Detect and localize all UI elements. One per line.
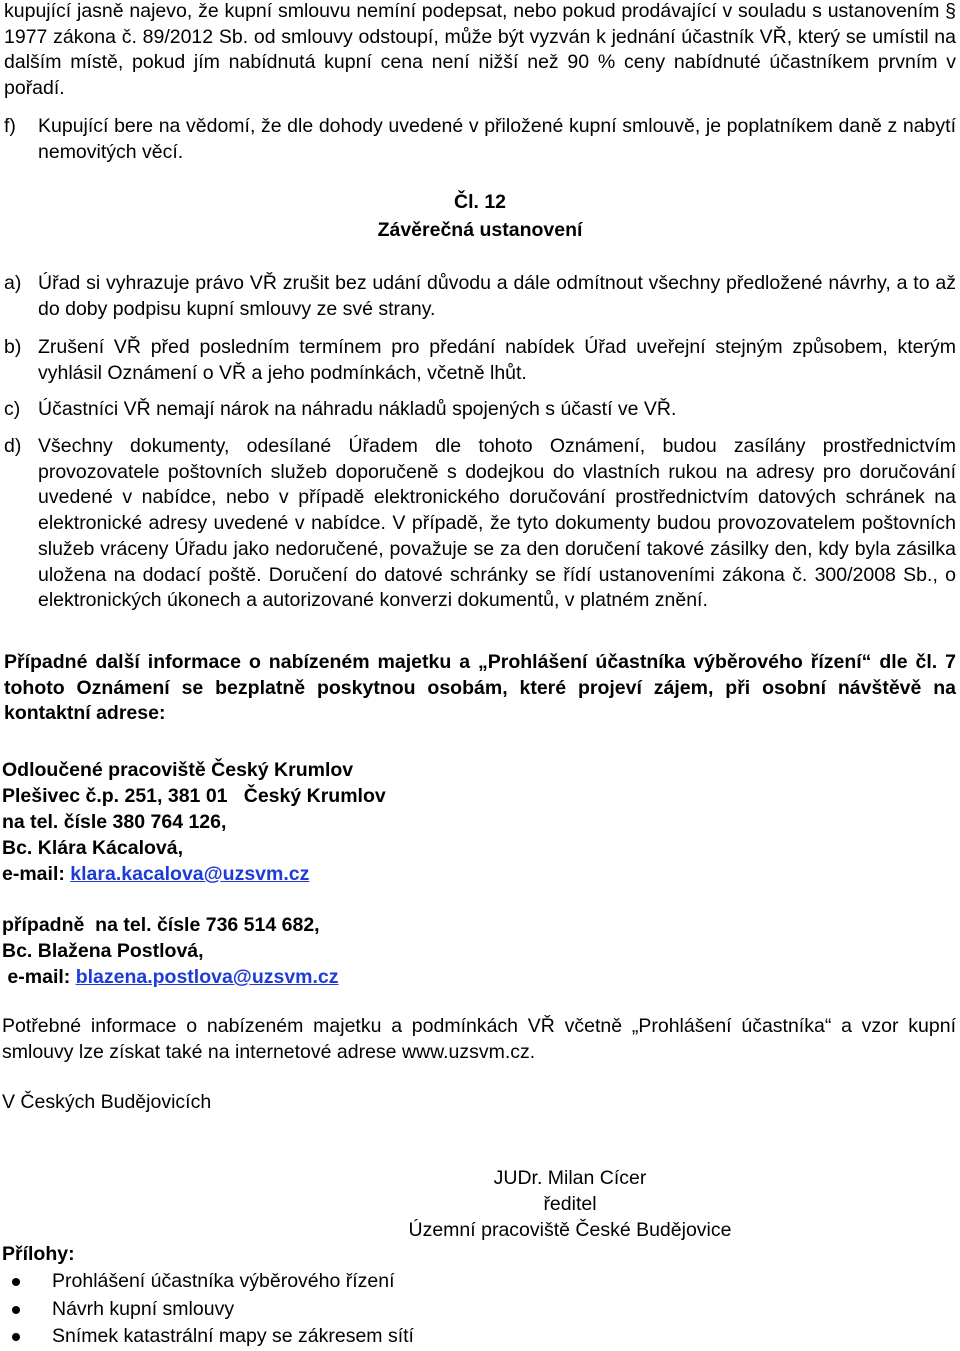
bullet-icon (12, 1333, 20, 1341)
list-item (0, 1268, 414, 1296)
bullet-icon (12, 1306, 20, 1314)
signature-position: ředitel (543, 1193, 597, 1215)
item-label: c) (4, 398, 21, 420)
attachment-text: Návrh kupní smlouvy (52, 1297, 235, 1320)
signature-office: Územní pracoviště České Budějovice (408, 1219, 732, 1241)
info-paragraph-bold (4, 650, 956, 727)
paragraph-text: kupující jasně najevo, že kupní smlouvu nemíní podepsat, nebo pokud prodávající v souladu s ustanovením § 1977 zákona č. 89/2012 Sb. od smlouvy odstoupí, může být vyzván k jednání účastník VŘ, který se umístil na dalším místě, pokud jím nabídnutá kupní cena není nižší než 90 % ceny nabídnuté účastníkem prvním v pořadí. (4, 0, 956, 100)
item-label: d) (4, 435, 22, 457)
list-item-f (0, 114, 956, 165)
bullet-icon (12, 1278, 20, 1286)
contact-email-line-alt (2, 965, 339, 991)
signature-name: JUDr. Milan Cícer (493, 1167, 647, 1189)
attachments-list (0, 1268, 414, 1351)
list-item-c (0, 397, 956, 423)
email-link[interactable]: blazena.postlova@uzsvm.cz (75, 966, 339, 988)
contact-email-line (2, 862, 309, 888)
item-label: b) (4, 336, 22, 358)
paragraph-continuation (4, 0, 956, 102)
list-item-d (0, 434, 956, 614)
contact-address: Plešivec č.p. 251, 381 01 Český Krumlov (2, 785, 386, 807)
email-label: e-mail: (2, 966, 76, 988)
info-paragraph (2, 1014, 956, 1065)
email-label: e-mail: (2, 863, 71, 885)
item-text: Všechny dokumenty, odesílané Úřadem dle tohoto Oznámení, budou zasílány prostřednictvím provozovatele poštovních služeb doporučeně s dodejkou do vlastních rukou na adresy pro doručování uvedené v nabídce, nebo v případě elektronického doručování prostřednictvím datových schránek na elektronické adresy uvedené v nabídce. V případě, že tyto dokumenty budou provozovatelem poštovních služeb vráceny Úřadu jako nedoručené, považuje se za den doručení takové zásilky den, kdy byla zásilka uložena na dodací poště. Doručení do datové schránky se řídí ustanoveními zákona č. 300/2008 Sb., o elektronických úkonech a autorizované konverzi dokumentů, v platném znění. (38, 435, 956, 612)
email-link[interactable]: klara.kacalova@uzsvm.cz (70, 863, 310, 885)
item-text: Kupující bere na vědomí, že dle dohody uvedené v přiložené kupní smlouvě, je poplatníkem daně z nabytí nemovitých věcí. (38, 115, 956, 163)
list-item-a (0, 271, 956, 322)
contact-office: Odloučené pracoviště Český Krumlov (2, 759, 354, 781)
place-line: V Českých Budějovicích (2, 1091, 212, 1113)
contact-person: Bc. Klára Kácalová, (2, 837, 184, 859)
contact-phone: na tel. čísle 380 764 126, (2, 811, 227, 833)
item-label: f) (4, 115, 16, 137)
list-item (0, 1296, 414, 1324)
contact-person-alt: Bc. Blažena Postlová, (2, 940, 204, 962)
attachment-text: Snímek katastrální mapy se zákresem sítí (52, 1325, 414, 1347)
article-title: Závěrečná ustanovení (377, 219, 583, 241)
attachment-text: Prohlášení účastníka výběrového řízení (52, 1270, 395, 1292)
article-number: Čl. 12 (453, 191, 507, 213)
item-text: Úřad si vyhrazuje právo VŘ zrušit bez udání důvodu a dále odmítnout všechny předložené návrhy, a to až do doby podpisu kupní smlouvy ze své strany. (38, 272, 956, 320)
item-text: Zrušení VŘ před posledním termínem pro předání nabídek Úřad uveřejní stejným způsobem, kterým vyhlásil Oznámení o VŘ a jeho podmínkách, včetně lhůt. (38, 336, 956, 384)
attachments-label: Přílohy: (2, 1243, 75, 1265)
contact-phone-alt: případně na tel. čísle 736 514 682, (2, 914, 320, 936)
list-item (0, 1323, 414, 1351)
paragraph-text: Potřebné informace o nabízeném majetku a podmínkách VŘ včetně „Prohlášení účastníka“ a vzor kupní smlouvy lze získat také na internetové adrese www.uzsvm.cz. (2, 1015, 956, 1063)
item-text: Účastníci VŘ nemají nárok na náhradu nákladů spojených s účastí ve VŘ. (38, 398, 677, 420)
list-item-b (0, 335, 956, 386)
item-label: a) (4, 272, 22, 294)
paragraph-text: Případné další informace o nabízeném majetku a „Prohlášení účastníka výběrového řízení“ dle čl. 7 tohoto Oznámení se bezplatně poskytnou osobám, které projeví zájem, při osobní návštěvě na kontaktní adrese: (4, 651, 956, 725)
